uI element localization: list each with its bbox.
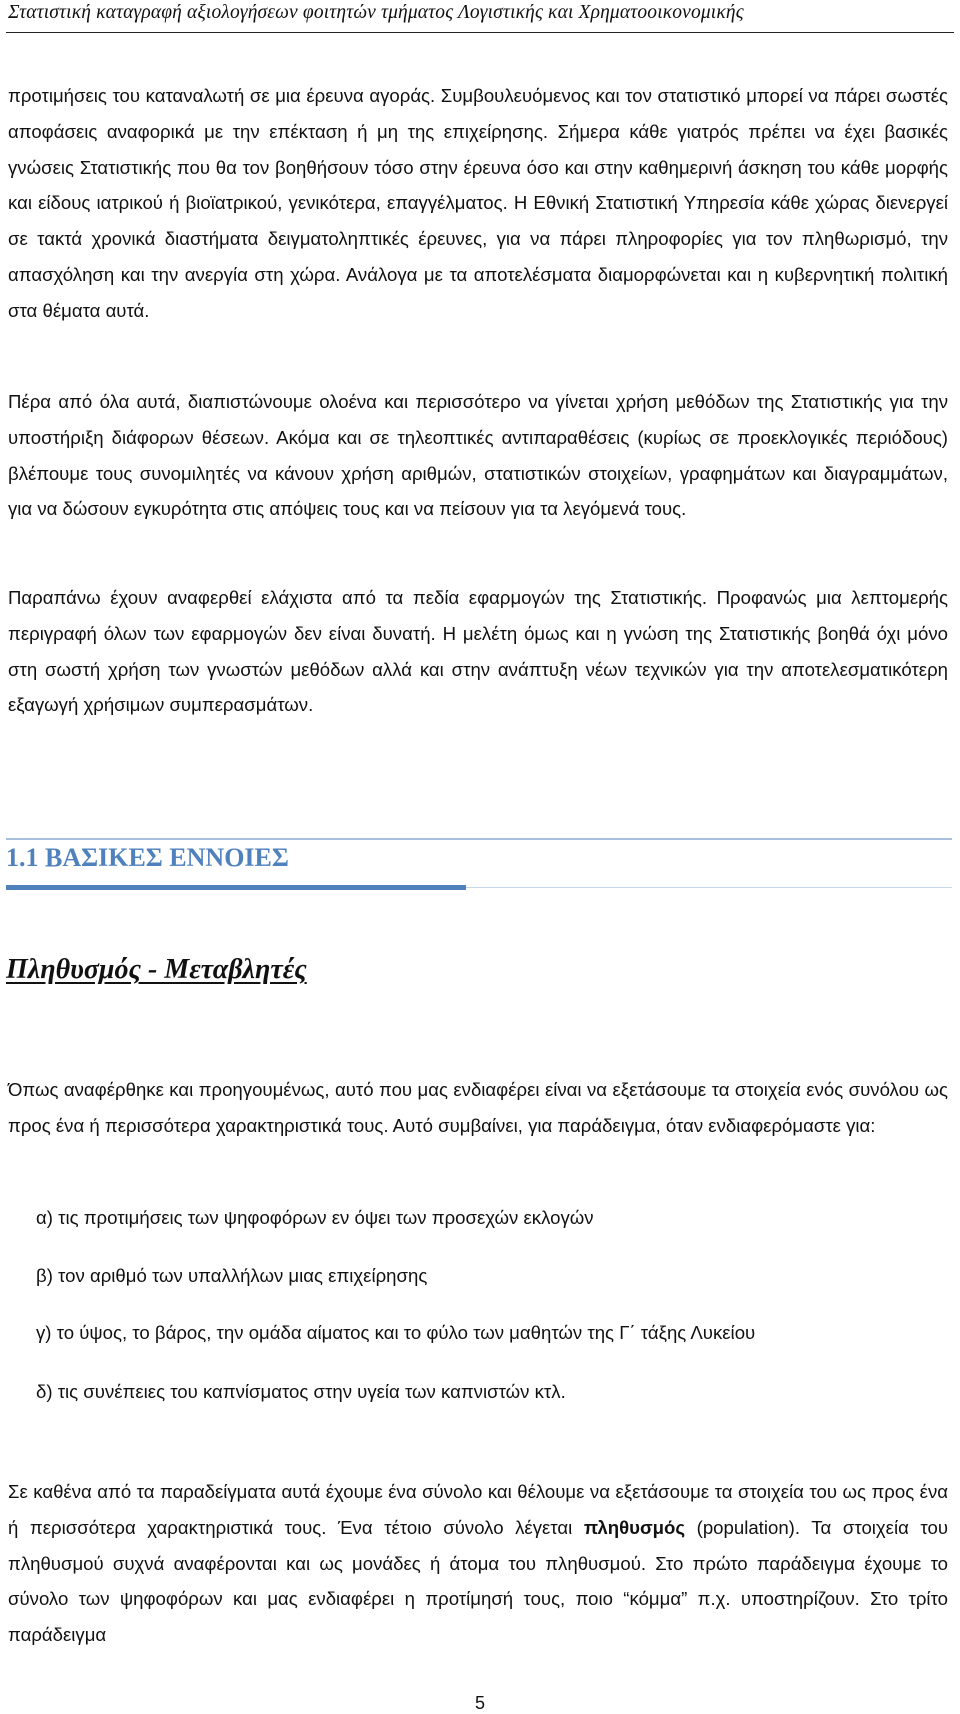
body-paragraph-5: [8, 1474, 948, 1653]
section-accent-rule: [6, 885, 466, 890]
section-bottom-rule: [466, 887, 952, 888]
body-paragraph-1: προτιμήσεις του καταναλωτή σε μια έρευνα αγοράς. Συμβουλευόμενος και τον στατιστικό μπορεί να πάρει σωστές αποφάσεις αναφορικά με την επέκταση ή μη της επιχείρησης. Σήμερα κάθε γιατρός πρέπει να έχει βασικές γνώσεις Στατιστικής που θα τον βοηθήσουν τόσο στην έρευνα όσο και στην καθημερινή άσκηση του κάθε μορφής και είδους ιατρικού ή βιοϊατρικού, γενικότερα, επαγγέλματος. Η Εθνική Στατιστική Υπηρεσία κάθε χώρας διενεργεί σε τακτά χρονικά διαστήματα δειγματοληπτικές έρευνες, για να πάρει πληροφορίες για τον πληθωρισμό, την απασχόληση και την ανεργία στη χώρα. Ανάλογα με τα αποτελέσματα διαμορφώνεται και η κυβερνητική πολιτική στα θέματα αυτά.: [8, 85, 948, 321]
list-item: α) τις προτιμήσεις των ψηφοφόρων εν όψει των προσεχών εκλογών: [36, 1207, 594, 1228]
paragraph-text: (population). Τα στοιχεία του πληθυσμού συχνά αναφέρονται και ως μονάδες ή άτομα του πληθυσμού. Στο πρώτο παράδειγμα έχουμε το σύνολο των ψηφοφόρων και μας ενδιαφέρει η προτίμησή τους, ποιο “κόμμα” π.χ. υποστηρίζουν. Στο τρίτο παράδειγμα: [8, 1516, 949, 1646]
section-heading: 1.1 ΒΑΣΙΚΕΣ ΕΝΝΟΙΕΣ: [6, 843, 289, 872]
page-number: 5: [474, 1693, 485, 1713]
header-divider: [6, 32, 954, 33]
running-header-title: Στατιστική καταγραφή αξιολογήσεων φοιτητών τμήματος Λογιστικής και Χρηματοοικονομικής: [8, 2, 744, 23]
bold-term-population: πληθυσμός: [583, 1516, 686, 1538]
list-item: β) τον αριθμό των υπαλλήλων μιας επιχείρησης: [36, 1265, 428, 1286]
body-paragraph-2: Πέρα από όλα αυτά, διαπιστώνουμε ολοένα και περισσότερο να γίνεται χρήση μεθόδων της Στατιστικής για την υποστήριξη διάφορων θέσεων. Ακόμα και σε τηλεοπτικές αντιπαραθέσεις (κυρίως σε προεκλογικές περιόδους) βλέπουμε τους συνομιλητές να κάνουν χρήση αριθμών, στατιστικών στοιχείων, γραφημάτων και διαγραμμάτων, για να δώσουν εγκυρότητα στις απόψεις τους και να πείσουν για τα λεγόμενά τους.: [8, 391, 948, 520]
body-paragraph-4: Όπως αναφέρθηκε και προηγουμένως, αυτό που μας ενδιαφέρει είναι να εξετάσουμε τα στοιχεία ενός συνόλου ως προς ένα ή περισσότερα χαρακτηριστικά τους. Αυτό συμβαίνει, για παράδειγμα, όταν ενδιαφερόμαστε για:: [8, 1079, 948, 1136]
list-item: γ) το ύψος, το βάρος, την ομάδα αίματος και το φύλο των μαθητών της Γ΄ τάξης Λυκείου: [36, 1322, 756, 1343]
list-item: δ) τις συνέπειες του καπνίσματος στην υγεία των καπνιστών κτλ.: [36, 1381, 566, 1402]
paragraph-text: Σε καθένα από τα παραδείγματα αυτά έχουμε ένα σύνολο και θέλουμε να εξετάσουμε τα στοιχεία του ως προς ένα ή περισσότερα χαρακτηριστικά τους. Ένα τέτοιο σύνολο λέγεται: [8, 1481, 948, 1538]
body-paragraph-3: Παραπάνω έχουν αναφερθεί ελάχιστα από τα πεδία εφαρμογών της Στατιστικής. Προφανώς μια λεπτομερής περιγραφή όλων των εφαρμογών δεν είναι δυνατή. Η μελέτη όμως και η γνώση της Στατιστικής βοηθά όχι μόνο στη σωστή χρήση των γνωστών μεθόδων αλλά και στην ανάπτυξη νέων τεχνικών για την αποτελεσματικότερη εξαγωγή χρήσιμων συμπερασμάτων.: [8, 587, 948, 716]
subsection-heading: Πληθυσμός - Μεταβλητές: [6, 954, 307, 985]
